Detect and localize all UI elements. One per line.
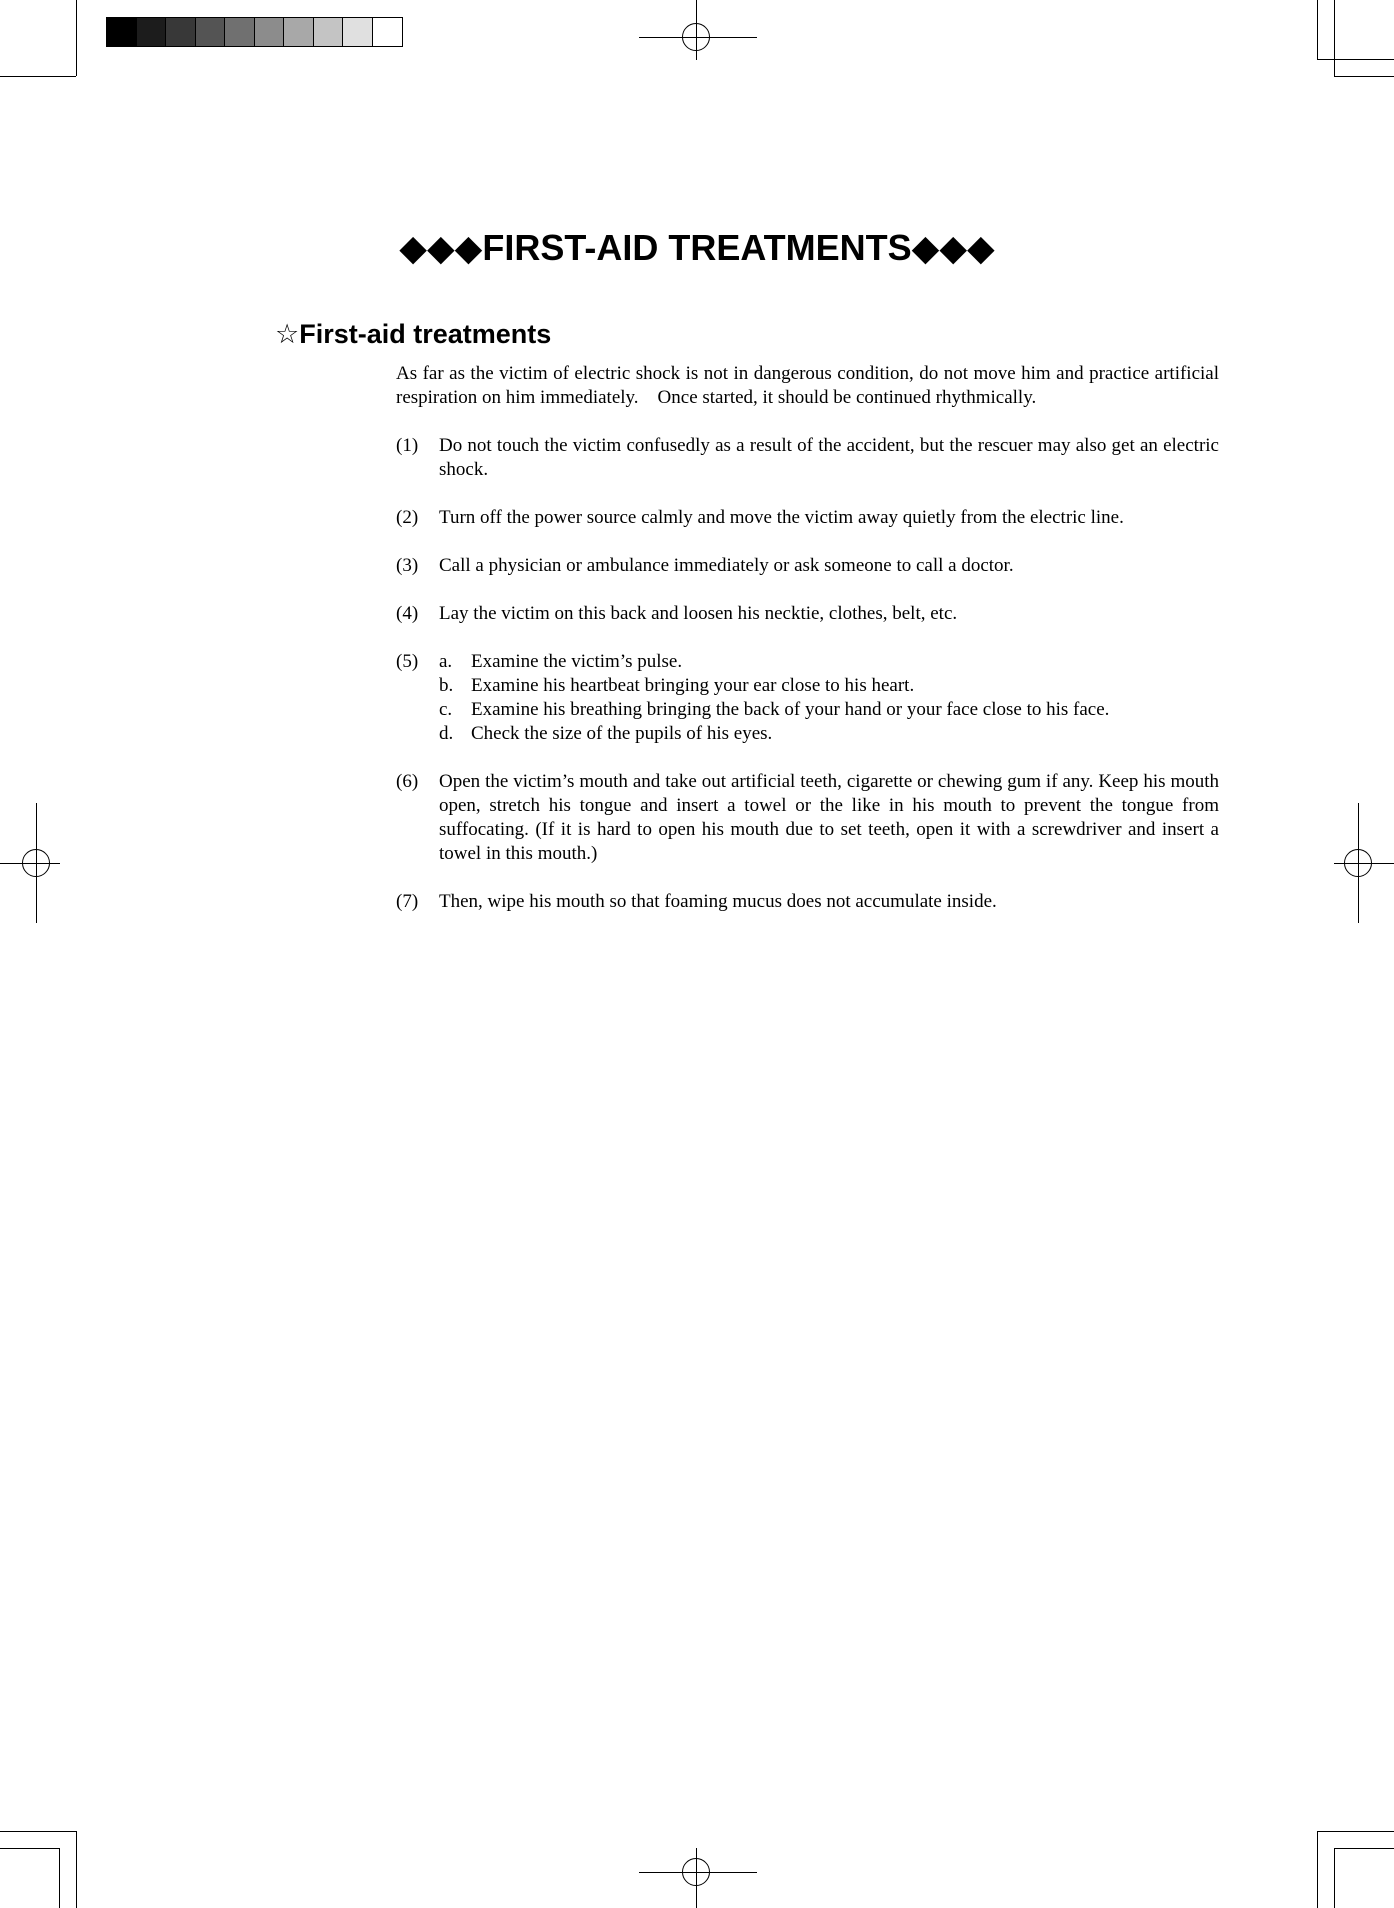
step-text: Open the victim’s mouth and take out artificial teeth, cigarette or chewing gum if any. Keep his mouth open, stretch his tongue and insert a towel or the like in his mouth to prevent the tongue from suffocating. (If it is hard to open his mouth due to set teeth, open it with a screwdriver and insert a towel in this mouth.) [439, 771, 1219, 864]
crop-mark [1334, 0, 1335, 76]
crop-mark [1317, 1831, 1318, 1908]
sub-item [439, 722, 1219, 746]
section-heading: ☆First-aid treatments [275, 319, 552, 349]
crop-mark [1317, 0, 1318, 60]
crop-mark [76, 0, 77, 76]
sub-letter: c. [439, 699, 453, 720]
crop-mark [1334, 76, 1394, 77]
crop-mark [1334, 1848, 1394, 1849]
crop-mark [1317, 59, 1394, 60]
sub-text: Examine his breathing bringing the back of your hand or your face close to his face. [471, 699, 1110, 720]
step-text: Then, wipe his mouth so that foaming mucus does not accumulate inside. [439, 891, 997, 912]
crop-mark [0, 1831, 76, 1832]
sub-letter: a. [439, 651, 453, 672]
step-number: (3) [396, 555, 419, 576]
gray-swatch [107, 18, 137, 46]
gray-swatch [373, 18, 403, 46]
gray-swatch [255, 18, 285, 46]
sub-item [439, 698, 1219, 722]
registration-circle [1344, 849, 1372, 877]
step-number: (1) [396, 435, 419, 456]
step-4 [396, 602, 1219, 626]
intro-paragraph: As far as the victim of electric shock is not in dangerous condition, do not move him and practice artificial respiration on him immediately. Once started, it should be continued rhythmically. [396, 363, 1219, 408]
step-number: (6) [396, 771, 419, 792]
sub-letter: d. [439, 723, 454, 744]
sub-letter: b. [439, 675, 454, 696]
crop-mark [0, 76, 76, 77]
sub-text: Examine his heartbeat bringing your ear close to his heart. [471, 675, 915, 696]
step-number: (4) [396, 603, 419, 624]
step-2 [396, 506, 1219, 530]
registration-circle [682, 1858, 710, 1886]
sub-item [439, 674, 1219, 698]
step-3 [396, 554, 1219, 578]
gray-swatch [314, 18, 344, 46]
step-1 [396, 434, 1219, 482]
gray-swatch [166, 18, 196, 46]
step-number: (2) [396, 507, 419, 528]
step-text: Call a physician or ambulance immediately or ask someone to call a doctor. [439, 555, 1014, 576]
registration-circle [682, 23, 710, 51]
gray-swatch [225, 18, 255, 46]
crop-mark [76, 1831, 77, 1908]
sub-text: Check the size of the pupils of his eyes. [471, 723, 773, 744]
section-body [396, 362, 1219, 938]
step-number: (5) [396, 651, 419, 672]
step-sublist [439, 650, 1219, 746]
crop-mark [0, 1848, 60, 1849]
grayscale-calibration-bar [106, 17, 403, 47]
step-6 [396, 770, 1219, 866]
crop-mark [59, 1848, 60, 1908]
gray-swatch [343, 18, 373, 46]
gray-swatch [196, 18, 226, 46]
step-7 [396, 890, 1219, 914]
gray-swatch [284, 18, 314, 46]
step-number: (7) [396, 891, 419, 912]
gray-swatch [137, 18, 167, 46]
crop-mark [1317, 1831, 1394, 1832]
step-5 [396, 650, 1219, 746]
step-text: Turn off the power source calmly and move the victim away quietly from the electric line. [439, 507, 1124, 528]
page-title: ◆◆◆FIRST-AID TREATMENTS◆◆◆ [399, 227, 995, 268]
sub-item [439, 650, 1219, 674]
registration-circle [22, 849, 50, 877]
step-text: Lay the victim on this back and loosen his necktie, clothes, belt, etc. [439, 603, 958, 624]
step-text: Do not touch the victim confusedly as a result of the accident, but the rescuer may also get an electric shock. [439, 435, 1219, 480]
sub-text: Examine the victim’s pulse. [471, 651, 683, 672]
crop-mark [1334, 1848, 1335, 1908]
